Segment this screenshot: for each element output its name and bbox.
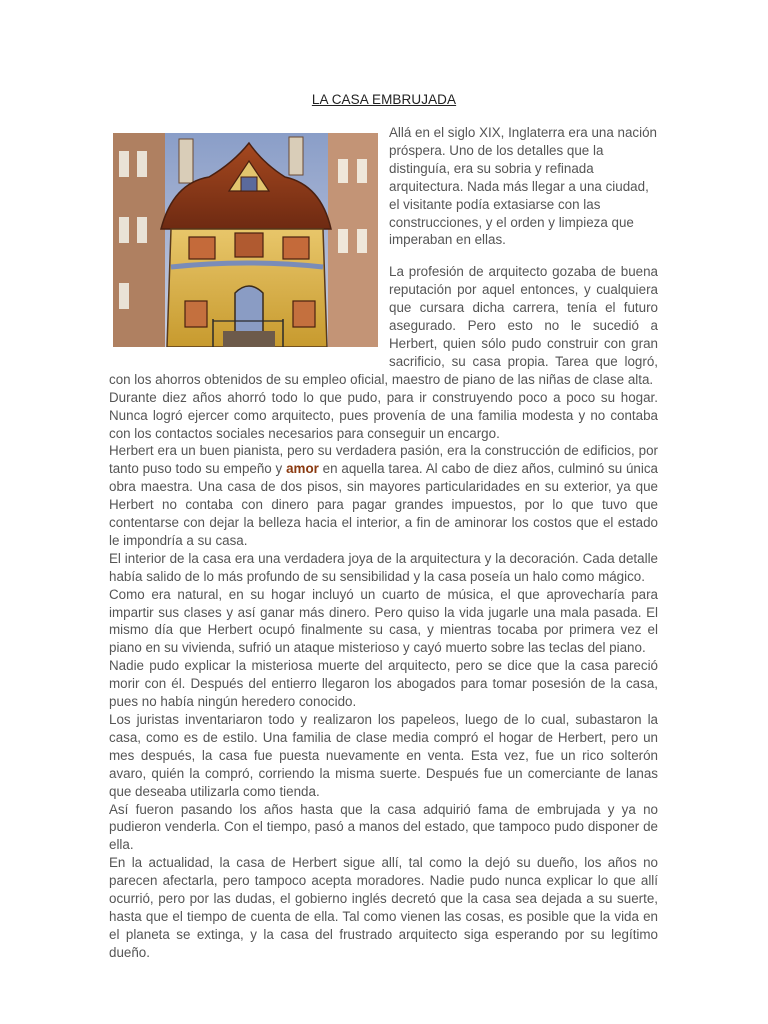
paragraph: Los juristas inventariaron todo y realizaron los papeleos, luego de lo cual, subastaron la casa, como es de estilo. Una familia de clase media compró el hogar de Herbert, pero un mes después, la casa fue puesta nuevamente en venta. Esta vez, fue un rico solterón avaro, quién la compró, corriendo la misma suerte. Después fue un comerciante de lanas que deseaba utilizarla como tienda. (109, 712, 658, 799)
paragraph: Nadie pudo explicar la misteriosa muerte del arquitecto, pero se dice que la casa pareció morir con él. Después del entierro llegaron los abogados para tomar posesión de la casa, pues no había ningún heredero conocido. (109, 658, 658, 710)
paragraph: En la actualidad, la casa de Herbert sigue allí, tal como la dejó su dueño, los años no parecen afectarla, pero tampoco acepta moradores. Nadie pudo nunca explicar lo que allí ocurrió, pero por las dudas, el gobierno inglés decretó que la casa sea dejada a su suerte, hasta que el tiempo de cuenta de ella. Tal como vienen las cosas, es posible que la vida en el planeta se extinga, y la casa del frustrado arquitecto siga esperando por su legítimo dueño. (109, 855, 658, 960)
document-title: LA CASA EMBRUJADA (311, 92, 457, 107)
paragraph: El interior de la casa era una verdadera joya de la arquitectura y la decoración. Cada detalle había salido de lo más profundo de su sensibilidad y la casa poseía un halo como mágico. (109, 550, 658, 584)
paragraph-text: Herbert era un buen pianista, pero su verdadera pasión, era la construcción de edificios, por tanto puso todo su empeño y (109, 443, 658, 477)
image-wrap-spacer (109, 124, 389, 358)
paragraph-text: en aquella tarea. Al cabo de diez años, culminó su única obra maestra. Una casa de dos pisos, sin mayores particularidades en su exterior, ya que Herbert no contaba con dinero para pagar grandes impuestos, por lo que tuvo que contentarse con dejar la belleza hacia el interior, a fin de aminorar los costos que el estado le impondría a su casa. (109, 461, 658, 548)
paragraph: Como era natural, en su hogar incluyó un cuarto de música, el que aprovecharía para impartir sus clases y así ganar más dinero. Pero quiso la vida jugarle una mala pasada. El mismo día que Herbert ocupó finalmente su casa, y mientras tocaba por primera vez el piano en su vivienda, sufrió un ataque misterioso y cayó muerto sobre las teclas del piano. (109, 586, 658, 656)
story-body (109, 124, 658, 962)
paragraph-with-highlight (109, 442, 658, 549)
paragraph: Durante diez años ahorró todo lo que pudo, para ir construyendo poco a poco su hogar. Nunca logró ejercer como arquitecto, pues provenía de una familia modesta y no contaba con los contactos sociales necesarios para conseguir un encargo. (109, 389, 658, 441)
paragraph: Así fueron pasando los años hasta que la casa adquirió fama de embrujada y ya no pudieron venderla. Con el tiempo, pasó a manos del estado, que tampoco pudo disponer de ella. (109, 801, 658, 853)
highlight-word: amor (286, 461, 319, 477)
paragraph: Allá en el siglo XIX, Inglaterra era una nación próspera. Uno de los detalles que la distinguía, era su sobria y refinada arquitectura. Nada más llegar a una ciudad, el visitante podía extasiarse con las construcciones, y el orden y limpieza que imperaban en ellas. (389, 125, 657, 248)
paragraph: La profesión de arquitecto gozaba de buena reputación por aquel entonces, y cualquiera que cursara dicha carrera, tenía el futuro asegurado. Pero esto no le sucedió a Herbert, quien sólo pudo construir con gran sacrificio, su casa propia. Tarea que logró, con los ahorros obtenidos de su empleo oficial, maestro de piano de las niñas de clase alta. (109, 264, 658, 387)
